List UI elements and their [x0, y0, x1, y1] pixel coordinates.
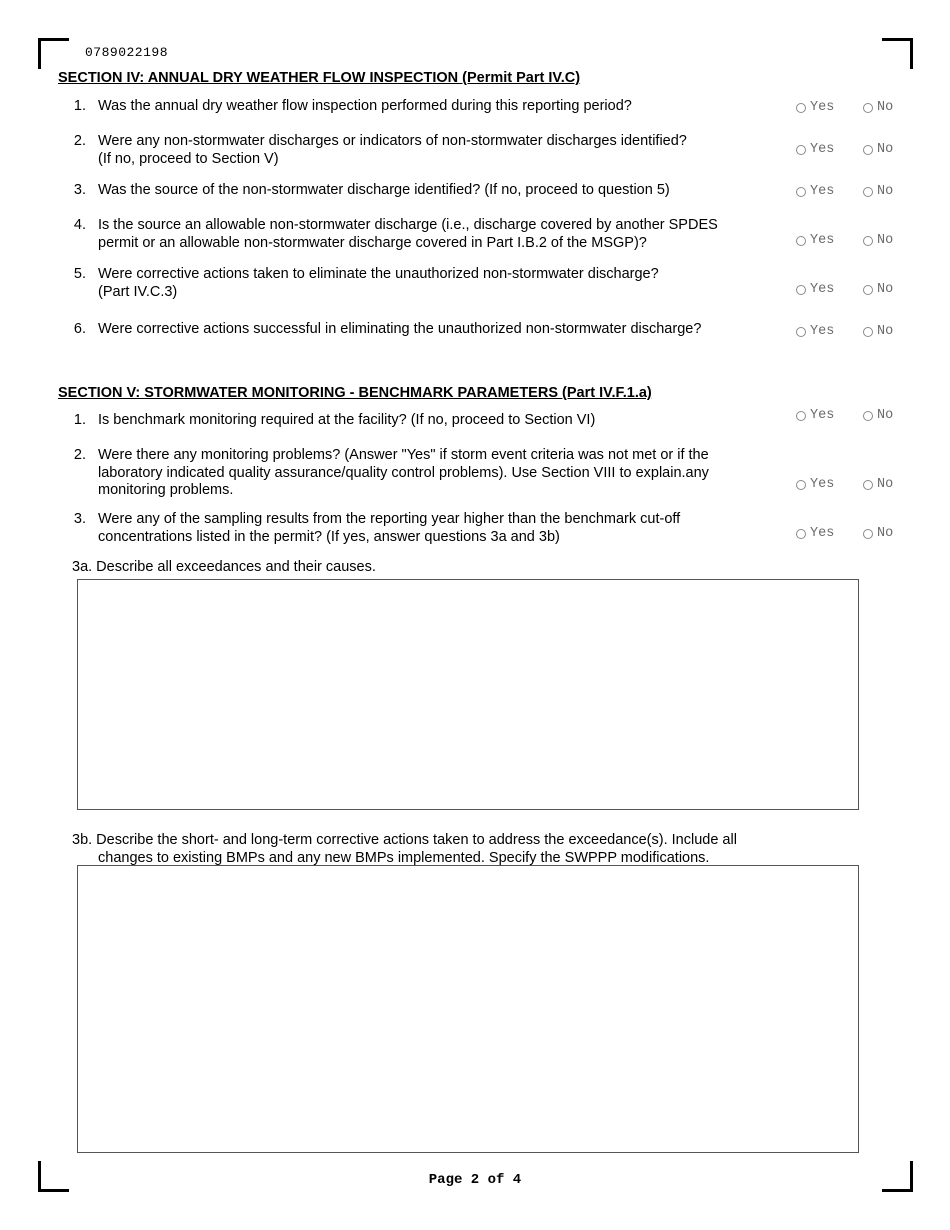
s5-q2-no-option[interactable]	[863, 477, 893, 492]
section-iv-title: SECTION IV: ANNUAL DRY WEATHER FLOW INSPECTION (Permit Part IV.C)	[58, 70, 581, 86]
question-text: Were any non-stormwater discharges or indicators of non-stormwater discharges identified? (If no, proceed to Section V)	[98, 133, 687, 167]
registration-mark-top-right	[882, 38, 913, 69]
section-v-title: SECTION V: STORMWATER MONITORING - BENCHMARK PARAMETERS (Part IV.F.1.a)	[58, 385, 652, 401]
option-label: Yes	[810, 282, 835, 297]
option-label: Yes	[810, 142, 835, 157]
option-label: No	[877, 477, 894, 492]
radio-icon[interactable]	[863, 529, 873, 539]
radio-icon[interactable]	[796, 236, 806, 246]
question-text: Were there any monitoring problems? (Answer "Yes" if storm event criteria was not met or if the laboratory indicated quality assurance/quality control problems). Use Section VIII to explain.any monitoring problems.	[98, 447, 709, 498]
q3a-label: 3a. Describe all exceedances and their causes.	[72, 559, 376, 575]
option-label: Yes	[810, 184, 835, 199]
question-number: 3.	[73, 511, 86, 527]
option-label: Yes	[810, 477, 835, 492]
option-label: No	[877, 408, 894, 423]
question-text: Is the source an allowable non-stormwater discharge (i.e., discharge covered by another SPDES permit or an allowable non-stormwater discharge covered in Part I.B.2 of the MSGP)?	[98, 217, 718, 251]
radio-icon[interactable]	[796, 327, 806, 337]
question-number: 2.	[73, 133, 86, 149]
q3b-label-line1: 3b. Describe the short- and long-term corrective actions taken to address the exceedance(s). Include all	[72, 832, 737, 848]
radio-icon[interactable]	[796, 411, 806, 421]
radio-icon[interactable]	[863, 236, 873, 246]
radio-icon[interactable]	[863, 411, 873, 421]
s4-q4-yes-option[interactable]	[796, 233, 834, 248]
radio-icon[interactable]	[796, 187, 806, 197]
option-label: Yes	[810, 526, 835, 541]
s5-q3-yes-option[interactable]	[796, 526, 834, 541]
radio-icon[interactable]	[863, 327, 873, 337]
s4-q3-no-option[interactable]	[863, 184, 893, 199]
radio-icon[interactable]	[863, 145, 873, 155]
s4-q6-yes-option[interactable]	[796, 324, 834, 339]
s4-q1-no-option[interactable]	[863, 100, 893, 115]
q3b-label	[72, 832, 737, 867]
question-text: Is benchmark monitoring required at the facility? (If no, proceed to Section VI)	[98, 412, 596, 428]
q3a-answer-box[interactable]	[77, 579, 859, 810]
radio-icon[interactable]	[796, 285, 806, 295]
radio-icon[interactable]	[796, 103, 806, 113]
radio-icon[interactable]	[863, 187, 873, 197]
radio-icon[interactable]	[863, 103, 873, 113]
s5-q3-no-option[interactable]	[863, 526, 893, 541]
option-label: No	[877, 184, 894, 199]
s5-q2-yes-option[interactable]	[796, 477, 834, 492]
s4-q5-yes-option[interactable]	[796, 282, 834, 297]
s4-q4-no-option[interactable]	[863, 233, 893, 248]
q3b-answer-box[interactable]	[77, 865, 859, 1153]
question-number: 6.	[73, 321, 86, 337]
question-number: 3.	[73, 182, 86, 198]
question-text: Were any of the sampling results from the reporting year higher than the benchmark cut-off concentrations listed in the permit? (If yes, answer questions 3a and 3b)	[98, 511, 681, 545]
option-label: No	[877, 324, 894, 339]
option-label: Yes	[810, 408, 835, 423]
option-label: Yes	[810, 233, 835, 248]
q3b-label-line2: changes to existing BMPs and any new BMPs implemented. Specify the SWPPP modifications.	[98, 849, 710, 866]
question-text: Was the source of the non-stormwater discharge identified? (If no, proceed to question 5)	[98, 182, 670, 198]
option-label: No	[877, 282, 894, 297]
radio-icon[interactable]	[863, 480, 873, 490]
question-text: Were corrective actions successful in eliminating the unauthorized non-stormwater discharge?	[98, 321, 702, 337]
question-number: 5.	[73, 266, 86, 282]
s4-q2-no-option[interactable]	[863, 142, 893, 157]
question-text: Were corrective actions taken to eliminate the unauthorized non-stormwater discharge? (Part IV.C.3)	[98, 266, 659, 300]
registration-mark-top-left	[38, 38, 69, 69]
s4-q1-yes-option[interactable]	[796, 100, 834, 115]
page-number: Page 2 of 4	[428, 1172, 522, 1188]
radio-icon[interactable]	[796, 480, 806, 490]
question-number: 4.	[73, 217, 86, 233]
question-number: 1.	[73, 98, 86, 114]
option-label: Yes	[810, 324, 835, 339]
s4-q5-no-option[interactable]	[863, 282, 893, 297]
option-label: No	[877, 142, 894, 157]
question-text: Was the annual dry weather flow inspection performed during this reporting period?	[98, 98, 632, 114]
s5-q1-no-option[interactable]	[863, 408, 893, 423]
radio-icon[interactable]	[796, 145, 806, 155]
option-label: No	[877, 100, 894, 115]
s4-q2-yes-option[interactable]	[796, 142, 834, 157]
option-label: Yes	[810, 100, 835, 115]
option-label: No	[877, 233, 894, 248]
radio-icon[interactable]	[796, 529, 806, 539]
s5-q1-yes-option[interactable]	[796, 408, 834, 423]
s4-q6-no-option[interactable]	[863, 324, 893, 339]
question-number: 1.	[73, 412, 86, 428]
question-number: 2.	[73, 447, 86, 463]
s4-q3-yes-option[interactable]	[796, 184, 834, 199]
radio-icon[interactable]	[863, 285, 873, 295]
form-id: 0789022198	[85, 45, 169, 60]
option-label: No	[877, 526, 894, 541]
